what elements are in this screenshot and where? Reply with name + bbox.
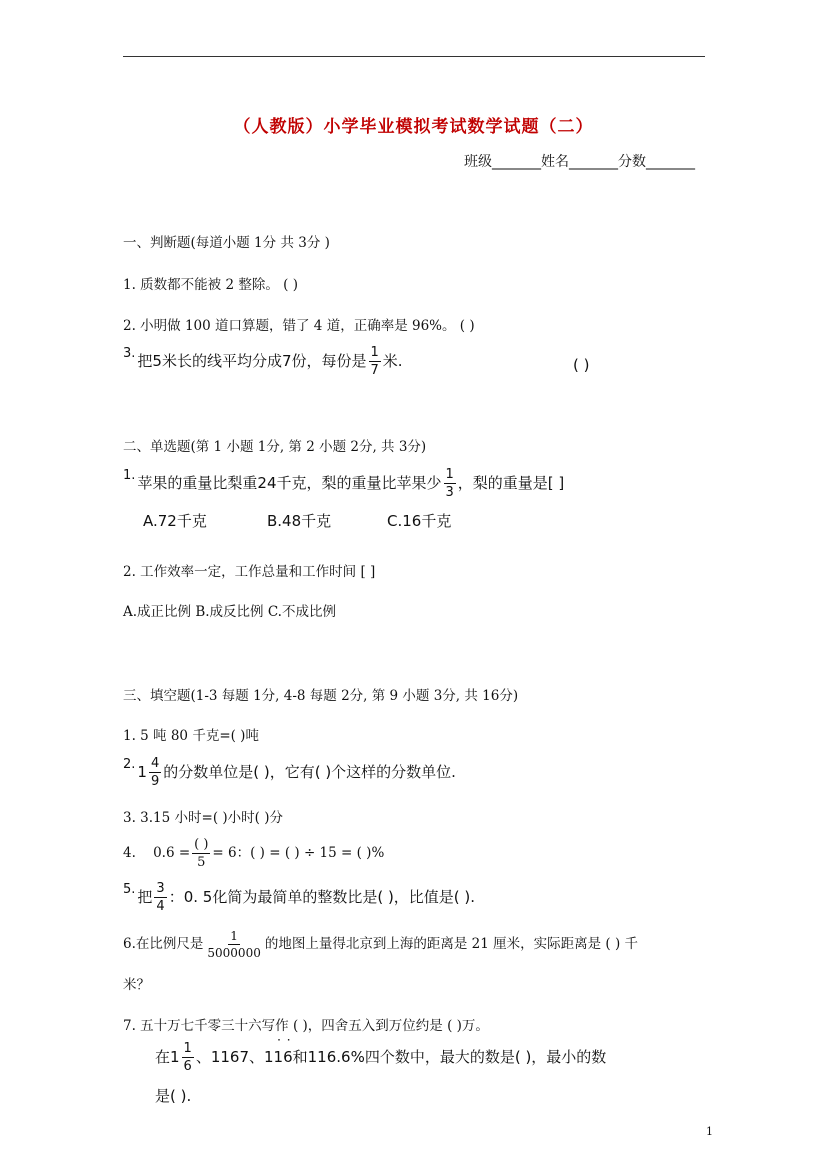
option-c: C.16千克 bbox=[387, 512, 452, 530]
section3-heading: 三、填空题(1-3 每题 1分, 4-8 每题 2分, 第 9 小题 3分, 共 16分) bbox=[123, 688, 519, 704]
section3-question-6-line2: 米？ bbox=[123, 977, 150, 993]
fraction: $\frac{( )}{5}$ bbox=[194, 837, 209, 870]
section1-heading: 一、判断题(每道小题 1分 共 3分 ) bbox=[123, 235, 330, 251]
page-number: 1 bbox=[706, 1125, 713, 1138]
section1-question-1: 1. 质数都不能被 2 整除。 ( ) bbox=[123, 277, 298, 293]
section3-question-8: 在1 $\frac{1}{6}$ 、1167、11 ˙6 ˙和116.6%四个数中，最大的数是( )，最小的数 bbox=[155, 1042, 606, 1073]
section3-question-3: 3. 3.15 小时=( )小时( )分 bbox=[123, 810, 283, 826]
repeating-digit: 1 ˙ bbox=[274, 1048, 284, 1066]
section1-question-3-answer: ( ) bbox=[573, 356, 590, 374]
section3-question-6: 6.在比例尺是 $\frac{1}{5000000}$ 的地图上量得北京到上海的距离是 21 厘米，实际距离是 ( ) 千 bbox=[123, 929, 639, 960]
option-b: B.48千克 bbox=[267, 512, 332, 530]
section3-question-4: 4. 0.6 = $\frac{( )}{5}$ = 6：( ) = ( ) ÷ 15 = ( )% bbox=[123, 837, 385, 870]
fraction: $\frac{1}{5000000}$ bbox=[207, 929, 261, 960]
section2-question-2: 2. 工作效率一定，工作总量和工作时间 [ ] bbox=[123, 564, 376, 580]
repeating-digit: 6 ˙ bbox=[283, 1048, 293, 1066]
section1-question-3: 3. 把5米长的线平均分成7份，每份是 $\frac{1}{7}$ 米. bbox=[123, 345, 403, 378]
question-number: 3. bbox=[123, 346, 136, 361]
section2-question-1: 1. 苹果的重量比梨重24千克，梨的重量比苹果少 $\frac{1}{3}$ ，梨的重量是[ ] bbox=[123, 467, 565, 500]
header-rule bbox=[123, 56, 705, 57]
page-title: （人教版）小学毕业模拟考试数学试题（二） bbox=[233, 117, 594, 137]
fraction: $\frac{4}{9}$ bbox=[150, 756, 160, 789]
fraction: $\frac{1}{6}$ bbox=[183, 1041, 192, 1074]
student-info-line: 班级_______姓名_______分数_______ bbox=[464, 154, 695, 170]
fraction: $\frac{1}{3}$ bbox=[445, 467, 454, 500]
section1-question-2: 2. 小明做 100 道口算题，错了 4 道，正确率是 96%。 ( ) bbox=[123, 318, 475, 334]
fraction: $\frac{1}{7}$ bbox=[370, 345, 379, 378]
section2-question-2-options: A.成正比例 B.成反比例 C.不成比例 bbox=[123, 604, 336, 620]
section3-question-5: 5. 把 $\frac{3}{4}$ ：0. 5化简为最简单的整数比是( )，比值是( ). bbox=[123, 881, 476, 914]
fraction: $\frac{3}{4}$ bbox=[156, 881, 165, 914]
section3-question-2: 2. 1 $\frac{4}{9}$ 的分数单位是( )，它有( )个这样的分数单位. bbox=[123, 756, 456, 789]
section3-question-7: 7. 五十万七千零三十六写作 ( )，四舍五入到万位约是 ( )万。 bbox=[123, 1018, 489, 1034]
section3-question-1: 1. 5 吨 80 千克=( )吨 bbox=[123, 728, 259, 744]
section3-question-8-line2: 是( ). bbox=[155, 1087, 192, 1105]
option-a: A.72千克 bbox=[143, 512, 207, 530]
section2-heading: 二、单选题(第 1 小题 1分, 第 2 小题 2分, 共 3分) bbox=[123, 439, 427, 455]
